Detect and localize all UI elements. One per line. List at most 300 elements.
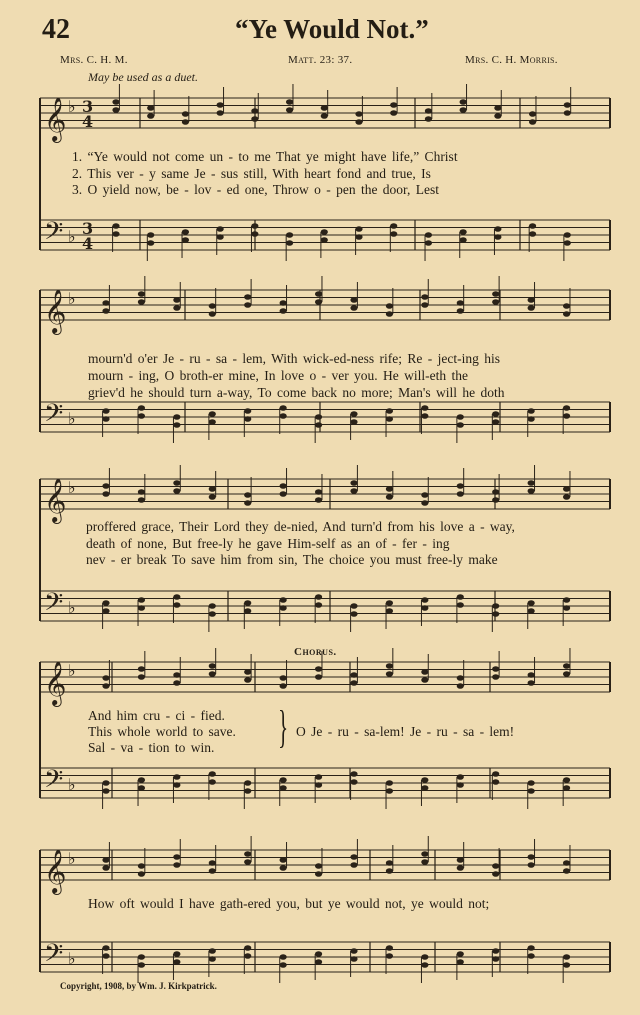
note-head: [529, 111, 536, 117]
note-head: [209, 860, 216, 866]
note-head: [102, 857, 109, 863]
note-head: [112, 223, 119, 229]
note-head: [244, 294, 251, 300]
note-head: [492, 666, 499, 672]
note-head: [492, 611, 499, 617]
note-head: [492, 299, 499, 305]
note-head: [457, 483, 464, 489]
note-head: [528, 862, 535, 868]
note-head: [421, 302, 428, 308]
note-head: [102, 953, 109, 959]
note-head: [280, 683, 287, 689]
note-head: [173, 422, 180, 428]
note-head: [563, 777, 570, 783]
note-head: [528, 680, 535, 686]
lyric-line: death of none, But free-ly he gave Him-self as an of - fer - ing: [86, 536, 450, 551]
note-head: [286, 240, 293, 246]
note-head: [138, 785, 145, 791]
note-head: [280, 491, 287, 497]
note-head: [315, 594, 322, 600]
key-signature-flat: ♭: [68, 289, 76, 308]
note-head: [350, 672, 357, 678]
note-head: [209, 494, 216, 500]
lyric-line: griev'd he should turn a-way, To come back no more; Man's will he doth: [88, 385, 505, 400]
note-head: [350, 680, 357, 686]
note-head: [280, 777, 287, 783]
note-head: [112, 231, 119, 237]
treble-clef-icon: 𝄞: [44, 289, 67, 333]
note-head: [244, 600, 251, 606]
note-head: [386, 408, 393, 414]
key-signature-flat: ♭: [68, 598, 76, 617]
note-head: [217, 234, 224, 240]
note-head: [315, 489, 322, 495]
note-head: [457, 491, 464, 497]
key-signature-flat: ♭: [68, 478, 76, 497]
note-head: [315, 422, 322, 428]
note-head: [386, 945, 393, 951]
note-head: [321, 237, 328, 243]
note-head: [209, 419, 216, 425]
note-head: [528, 297, 535, 303]
note-head: [251, 108, 258, 114]
note-head: [209, 956, 216, 962]
note-head: [138, 954, 145, 960]
note-head: [173, 297, 180, 303]
note-head: [138, 863, 145, 869]
note-head: [386, 953, 393, 959]
note-head: [350, 779, 357, 785]
note-head: [315, 497, 322, 503]
copyright-notice: Copyright, 1908, by Wm. J. Kirkpatrick.: [60, 981, 217, 991]
note-head: [457, 675, 464, 681]
note-head: [421, 405, 428, 411]
note-head: [280, 300, 287, 306]
note-head: [173, 602, 180, 608]
note-head: [355, 226, 362, 232]
note-head: [209, 779, 216, 785]
note-head: [421, 294, 428, 300]
note-head: [528, 480, 535, 486]
note-head: [102, 788, 109, 794]
chorus-text: O Je - ru - sa-lem! Je - ru - sa - lem!: [296, 724, 515, 739]
note-head: [492, 603, 499, 609]
lyric-line: And him cru - ci - fied.: [88, 708, 225, 723]
note-head: [102, 300, 109, 306]
note-head: [280, 597, 287, 603]
note-head: [494, 105, 501, 111]
lyric-line: This whole world to save.: [88, 724, 236, 739]
note-head: [209, 663, 216, 669]
note-head: [217, 226, 224, 232]
key-signature-flat: ♭: [68, 949, 76, 968]
treble-clef-icon: 𝄞: [44, 97, 67, 141]
note-head: [457, 959, 464, 965]
note-head: [457, 782, 464, 788]
note-head: [528, 854, 535, 860]
note-head: [102, 308, 109, 314]
note-head: [182, 229, 189, 235]
bass-clef-icon: 𝄢: [44, 588, 64, 623]
treble-clef-icon: 𝄞: [44, 478, 67, 522]
note-head: [355, 111, 362, 117]
note-head: [315, 414, 322, 420]
note-head: [528, 945, 535, 951]
note-head: [138, 489, 145, 495]
note-head: [492, 291, 499, 297]
note-head: [494, 113, 501, 119]
note-head: [244, 677, 251, 683]
note-head: [315, 863, 322, 869]
note-head: [315, 959, 322, 965]
note-head: [173, 854, 180, 860]
note-head: [421, 677, 428, 683]
note-head: [421, 785, 428, 791]
note-head: [386, 486, 393, 492]
note-head: [244, 859, 251, 865]
note-head: [147, 240, 154, 246]
note-head: [386, 494, 393, 500]
note-head: [244, 945, 251, 951]
note-head: [102, 865, 109, 871]
note-head: [102, 600, 109, 606]
note-head: [421, 962, 428, 968]
note-head: [280, 785, 287, 791]
note-head: [564, 232, 571, 238]
note-head: [251, 231, 258, 237]
note-head: [280, 405, 287, 411]
note-head: [280, 954, 287, 960]
note-head: [563, 597, 570, 603]
note-head: [217, 110, 224, 116]
note-head: [460, 229, 467, 235]
treble-clef-icon: 𝄞: [44, 661, 67, 705]
note-head: [138, 666, 145, 672]
verse-brace: }: [278, 701, 289, 752]
time-signature: 3: [82, 97, 94, 116]
note-head: [528, 780, 535, 786]
note-head: [386, 416, 393, 422]
time-signature: 4: [82, 234, 94, 253]
note-head: [102, 780, 109, 786]
note-head: [209, 671, 216, 677]
note-head: [492, 411, 499, 417]
note-head: [209, 611, 216, 617]
note-head: [355, 234, 362, 240]
note-head: [564, 240, 571, 246]
note-head: [173, 488, 180, 494]
note-head: [350, 297, 357, 303]
note-head: [528, 788, 535, 794]
note-head: [209, 486, 216, 492]
note-head: [457, 951, 464, 957]
note-head: [209, 303, 216, 309]
note-head: [421, 859, 428, 865]
note-head: [563, 605, 570, 611]
note-head: [138, 777, 145, 783]
note-head: [173, 305, 180, 311]
scripture-reference: Matt. 23: 37.: [288, 54, 353, 66]
note-head: [563, 671, 570, 677]
bass-clef-icon: 𝄢: [44, 217, 64, 252]
note-head: [244, 953, 251, 959]
note-head: [244, 851, 251, 857]
note-head: [460, 107, 467, 113]
note-head: [173, 680, 180, 686]
note-head: [209, 603, 216, 609]
note-head: [350, 305, 357, 311]
note-head: [173, 594, 180, 600]
note-head: [102, 408, 109, 414]
note-head: [528, 608, 535, 614]
note-head: [492, 863, 499, 869]
note-head: [563, 962, 570, 968]
note-head: [321, 229, 328, 235]
note-head: [138, 299, 145, 305]
note-head: [182, 111, 189, 117]
note-head: [386, 663, 393, 669]
note-head: [251, 223, 258, 229]
note-head: [457, 422, 464, 428]
note-head: [421, 605, 428, 611]
note-head: [102, 945, 109, 951]
note-head: [494, 226, 501, 232]
note-head: [529, 223, 536, 229]
note-head: [138, 605, 145, 611]
note-head: [138, 413, 145, 419]
note-head: [286, 232, 293, 238]
note-head: [209, 868, 216, 874]
note-head: [182, 237, 189, 243]
note-head: [457, 865, 464, 871]
note-head: [492, 489, 499, 495]
note-head: [528, 600, 535, 606]
lyric-line: 3. O yield now, be - lov - ed one, Throw o - pen the door, Lest: [72, 182, 440, 197]
lyric-line: mourn'd o'er Je - ru - sa - lem, With wick-ed-ness rife; Re - ject-ing his: [88, 351, 500, 366]
bass-clef-icon: 𝄢: [44, 765, 64, 800]
note-head: [421, 500, 428, 506]
note-head: [390, 231, 397, 237]
note-head: [112, 107, 119, 113]
note-head: [492, 674, 499, 680]
note-head: [563, 954, 570, 960]
note-head: [315, 666, 322, 672]
page-number: 42: [42, 14, 70, 45]
note-head: [244, 408, 251, 414]
note-head: [350, 480, 357, 486]
note-head: [421, 492, 428, 498]
note-head: [350, 611, 357, 617]
note-head: [173, 672, 180, 678]
note-head: [244, 492, 251, 498]
note-head: [386, 780, 393, 786]
note-head: [315, 774, 322, 780]
note-head: [386, 303, 393, 309]
note-head: [457, 857, 464, 863]
note-head: [350, 603, 357, 609]
note-head: [173, 414, 180, 420]
key-signature-flat: ♭: [68, 227, 76, 246]
note-head: [528, 672, 535, 678]
lyric-line: How oft would I have gath-ered you, but ye would not, ye would not;: [88, 896, 490, 911]
treble-clef-icon: 𝄞: [44, 849, 67, 893]
note-head: [564, 110, 571, 116]
note-head: [350, 948, 357, 954]
note-head: [494, 234, 501, 240]
note-head: [528, 953, 535, 959]
lyric-line: proffered grace, Their Lord they de-nied, And turn'd from his love a - way,: [86, 519, 515, 534]
note-head: [563, 405, 570, 411]
note-head: [390, 102, 397, 108]
note-head: [209, 411, 216, 417]
note-head: [563, 311, 570, 317]
note-head: [492, 771, 499, 777]
note-head: [102, 608, 109, 614]
note-head: [421, 669, 428, 675]
note-head: [425, 108, 432, 114]
key-signature-flat: ♭: [68, 849, 76, 868]
time-signature: 4: [82, 112, 94, 131]
note-head: [563, 868, 570, 874]
note-head: [528, 408, 535, 414]
note-head: [286, 107, 293, 113]
note-head: [492, 419, 499, 425]
note-head: [280, 962, 287, 968]
note-head: [563, 663, 570, 669]
note-head: [492, 497, 499, 503]
note-head: [457, 594, 464, 600]
note-head: [217, 102, 224, 108]
note-head: [563, 494, 570, 500]
key-signature-flat: ♭: [68, 775, 76, 794]
words-credit: Mrs. C. H. M.: [60, 54, 128, 66]
note-head: [563, 785, 570, 791]
note-head: [350, 411, 357, 417]
key-signature-flat: ♭: [68, 661, 76, 680]
note-head: [102, 683, 109, 689]
note-head: [173, 959, 180, 965]
note-head: [528, 488, 535, 494]
note-head: [244, 608, 251, 614]
note-head: [528, 416, 535, 422]
note-head: [244, 500, 251, 506]
note-head: [244, 669, 251, 675]
note-head: [173, 774, 180, 780]
note-head: [421, 777, 428, 783]
note-head: [460, 237, 467, 243]
note-head: [563, 486, 570, 492]
note-head: [102, 491, 109, 497]
note-head: [138, 597, 145, 603]
note-head: [209, 311, 216, 317]
note-head: [386, 608, 393, 614]
note-head: [421, 851, 428, 857]
note-head: [421, 413, 428, 419]
note-head: [147, 232, 154, 238]
note-head: [457, 774, 464, 780]
note-head: [321, 113, 328, 119]
performance-note: May be used as a duet.: [88, 70, 198, 84]
note-head: [280, 483, 287, 489]
note-head: [102, 483, 109, 489]
note-head: [280, 308, 287, 314]
note-head: [138, 291, 145, 297]
note-head: [280, 675, 287, 681]
note-head: [173, 782, 180, 788]
note-head: [390, 110, 397, 116]
note-head: [457, 414, 464, 420]
note-head: [563, 413, 570, 419]
note-head: [350, 862, 357, 868]
note-head: [112, 99, 119, 105]
note-head: [315, 782, 322, 788]
note-head: [457, 300, 464, 306]
bass-clef-icon: 𝄢: [44, 939, 64, 974]
note-head: [147, 105, 154, 111]
key-signature-flat: ♭: [68, 409, 76, 428]
note-head: [421, 597, 428, 603]
note-head: [528, 305, 535, 311]
note-head: [280, 865, 287, 871]
note-head: [425, 116, 432, 122]
note-head: [350, 488, 357, 494]
note-head: [386, 860, 393, 866]
note-head: [244, 302, 251, 308]
note-head: [315, 674, 322, 680]
note-head: [529, 119, 536, 125]
note-head: [355, 119, 362, 125]
note-head: [138, 497, 145, 503]
note-head: [280, 857, 287, 863]
note-head: [286, 99, 293, 105]
note-head: [138, 405, 145, 411]
bass-clef-icon: 𝄢: [44, 399, 64, 434]
note-head: [421, 954, 428, 960]
note-head: [209, 771, 216, 777]
lyric-line: nev - er break To save him from sin, The choice you must free-ly make: [86, 552, 498, 567]
note-head: [147, 113, 154, 119]
note-head: [425, 240, 432, 246]
note-head: [173, 480, 180, 486]
note-head: [350, 854, 357, 860]
note-head: [492, 779, 499, 785]
note-head: [457, 602, 464, 608]
note-head: [386, 788, 393, 794]
note-head: [315, 602, 322, 608]
note-head: [563, 860, 570, 866]
note-head: [182, 119, 189, 125]
note-head: [138, 962, 145, 968]
page-title: “Ye Would Not.”: [235, 14, 429, 44]
note-head: [244, 780, 251, 786]
note-head: [315, 299, 322, 305]
chorus-label: Chorus.: [294, 646, 337, 658]
note-head: [280, 605, 287, 611]
note-head: [350, 956, 357, 962]
note-head: [564, 102, 571, 108]
note-head: [315, 951, 322, 957]
note-head: [102, 416, 109, 422]
note-head: [457, 683, 464, 689]
key-signature-flat: ♭: [68, 97, 76, 116]
note-head: [563, 303, 570, 309]
note-head: [390, 223, 397, 229]
note-head: [138, 871, 145, 877]
music-credit: Mrs. C. H. Morris.: [465, 54, 558, 66]
note-head: [386, 671, 393, 677]
note-head: [425, 232, 432, 238]
note-head: [457, 308, 464, 314]
